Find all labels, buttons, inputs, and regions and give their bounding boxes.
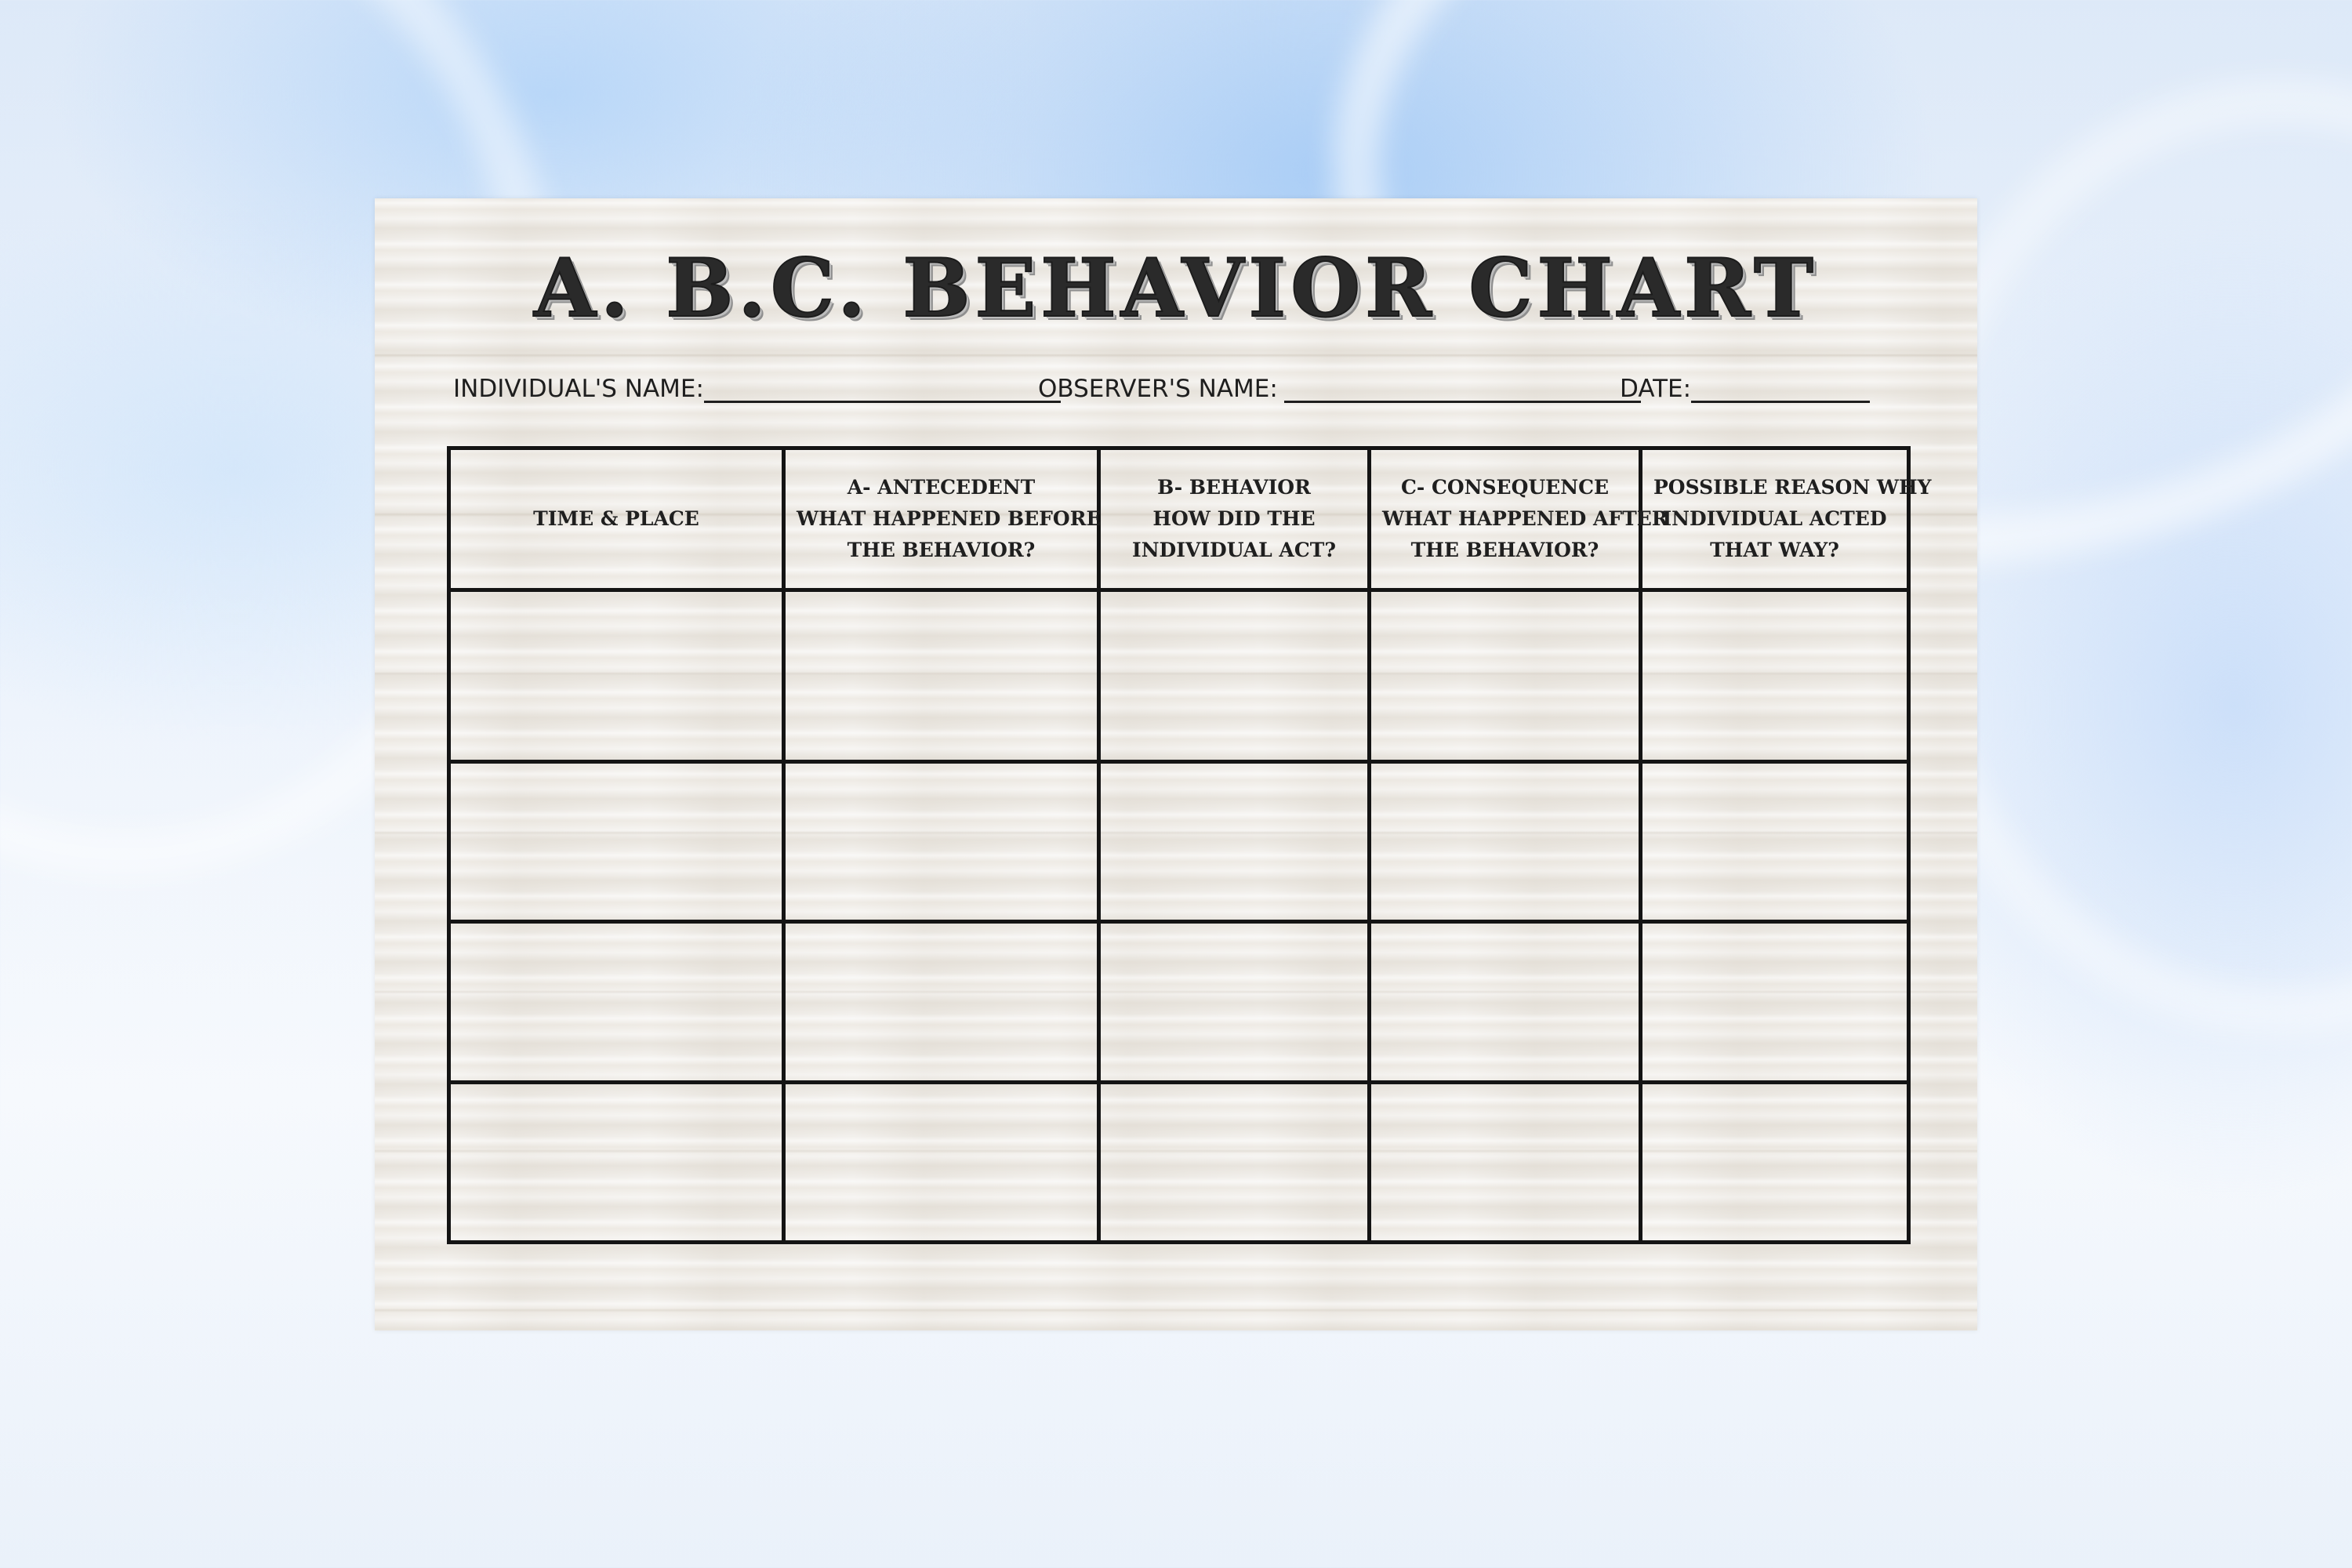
header-line: WHAT HAPPENED AFTER (1382, 507, 1668, 530)
header-line: THAT WAY? (1710, 539, 1839, 561)
header-line: C- CONSEQUENCE (1400, 476, 1610, 499)
behavior-chart-sheet (375, 198, 1977, 1330)
header-line: THE BEHAVIOR? (847, 539, 1036, 561)
observer-name-label: OBSERVER'S NAME: (1038, 375, 1278, 403)
table-cell[interactable] (449, 590, 784, 762)
table-cell[interactable] (449, 761, 784, 921)
table-cell[interactable] (1099, 761, 1370, 921)
header-line: TIME & PLACE (533, 507, 699, 530)
observer-name-line[interactable] (1284, 372, 1641, 403)
date-line[interactable] (1691, 372, 1870, 403)
table-cell[interactable] (1099, 922, 1370, 1082)
table-cell[interactable] (1641, 1082, 1909, 1243)
table-header-row (449, 448, 1909, 590)
chart-title: A. B.C. BEHAVIOR CHART (534, 241, 1818, 336)
table-row (449, 1082, 1909, 1243)
table-cell[interactable] (449, 922, 784, 1082)
column-header-time-place (449, 448, 784, 590)
column-header-antecedent (784, 448, 1102, 590)
table-cell[interactable] (784, 761, 1099, 921)
individual-name-line[interactable] (704, 372, 1061, 403)
header-line: B- BEHAVIOR (1157, 476, 1311, 499)
table-cell[interactable] (1370, 922, 1641, 1082)
table-cell[interactable] (1370, 761, 1641, 921)
header-line: THE BEHAVIOR? (1410, 539, 1599, 561)
header-line: INDIVIDUAL ACTED (1662, 507, 1887, 530)
table-cell[interactable] (784, 1082, 1099, 1243)
table-cell[interactable] (1641, 590, 1909, 762)
column-header-behavior (1099, 448, 1370, 590)
date-label: DATE: (1620, 375, 1692, 403)
header-fields (453, 372, 1899, 412)
header-line: INDIVIDUAL ACT? (1132, 539, 1336, 561)
table-cell[interactable] (1099, 590, 1370, 762)
header-line: POSSIBLE REASON WHY (1653, 476, 1932, 499)
column-header-consequence (1370, 448, 1668, 590)
abc-table (447, 446, 1932, 1244)
table-cell[interactable] (784, 590, 1099, 762)
table-cell[interactable] (1370, 590, 1641, 762)
header-line: A- ANTECEDENT (847, 476, 1036, 499)
table-cell[interactable] (784, 922, 1099, 1082)
table-cell[interactable] (1370, 1082, 1641, 1243)
individual-name-field[interactable] (453, 372, 1061, 403)
table-row (449, 761, 1909, 921)
individual-name-label: INDIVIDUAL'S NAME: (453, 375, 704, 403)
table-row (449, 590, 1909, 762)
table-row (449, 922, 1909, 1082)
date-field[interactable] (1620, 372, 1870, 403)
table-cell[interactable] (449, 1082, 784, 1243)
header-line: WHAT HAPPENED BEFORE (797, 507, 1102, 530)
table-cell[interactable] (1641, 761, 1909, 921)
observer-name-field[interactable] (1038, 372, 1641, 403)
table-cell[interactable] (1641, 922, 1909, 1082)
column-header-possible-reason (1641, 448, 1932, 590)
table-cell[interactable] (1099, 1082, 1370, 1243)
header-line: HOW DID THE (1152, 507, 1316, 530)
